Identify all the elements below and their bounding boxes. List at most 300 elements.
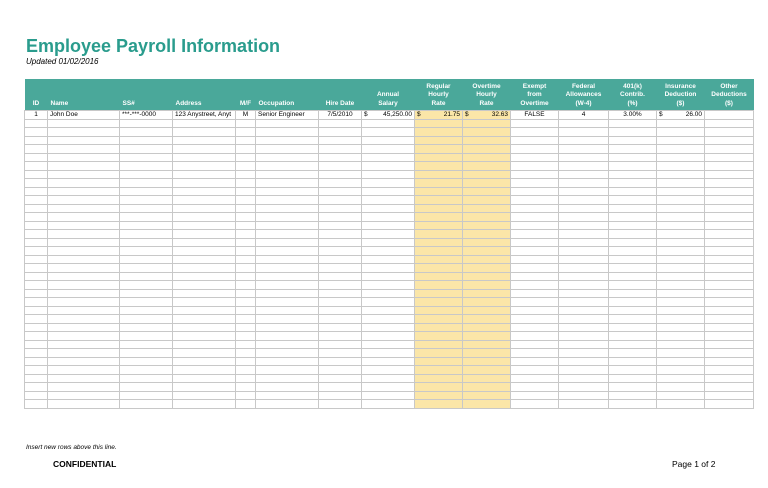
empty-cell[interactable] bbox=[559, 187, 609, 196]
empty-cell[interactable] bbox=[609, 136, 657, 145]
empty-cell[interactable] bbox=[319, 289, 362, 298]
empty-cell[interactable] bbox=[362, 391, 415, 400]
empty-cell[interactable] bbox=[256, 349, 319, 358]
empty-cell[interactable] bbox=[511, 400, 559, 409]
empty-cell[interactable] bbox=[657, 213, 705, 222]
empty-cell[interactable] bbox=[511, 187, 559, 196]
empty-cell[interactable] bbox=[173, 323, 236, 332]
empty-cell[interactable] bbox=[48, 170, 120, 179]
empty-cell[interactable] bbox=[362, 136, 415, 145]
empty-cell[interactable] bbox=[173, 153, 236, 162]
empty-cell[interactable] bbox=[362, 247, 415, 256]
empty-cell[interactable] bbox=[25, 221, 48, 230]
empty-cell[interactable] bbox=[256, 213, 319, 222]
empty-cell[interactable] bbox=[120, 247, 173, 256]
column-header[interactable] bbox=[463, 79, 511, 111]
empty-cell[interactable] bbox=[173, 221, 236, 230]
empty-cell[interactable] bbox=[657, 153, 705, 162]
empty-cell[interactable] bbox=[236, 196, 256, 205]
empty-cell[interactable] bbox=[256, 366, 319, 375]
empty-cell[interactable] bbox=[559, 349, 609, 358]
empty-cell[interactable] bbox=[173, 213, 236, 222]
empty-cell[interactable] bbox=[657, 323, 705, 332]
empty-cell[interactable] bbox=[319, 162, 362, 171]
empty-cell[interactable] bbox=[120, 145, 173, 154]
empty-cell[interactable] bbox=[362, 119, 415, 128]
cell-ss[interactable]: ***-***-0000 bbox=[120, 111, 173, 120]
empty-cell[interactable] bbox=[173, 170, 236, 179]
empty-cell[interactable] bbox=[609, 145, 657, 154]
empty-cell[interactable] bbox=[48, 162, 120, 171]
empty-cell[interactable] bbox=[463, 281, 511, 290]
empty-cell[interactable] bbox=[511, 272, 559, 281]
empty-cell[interactable] bbox=[173, 119, 236, 128]
empty-cell[interactable] bbox=[415, 298, 463, 307]
empty-cell[interactable] bbox=[705, 366, 754, 375]
empty-cell[interactable] bbox=[559, 400, 609, 409]
empty-cell[interactable] bbox=[511, 315, 559, 324]
empty-cell[interactable] bbox=[559, 366, 609, 375]
empty-cell[interactable] bbox=[256, 136, 319, 145]
empty-cell[interactable] bbox=[236, 400, 256, 409]
empty-cell[interactable] bbox=[120, 170, 173, 179]
empty-cell[interactable] bbox=[705, 340, 754, 349]
empty-cell[interactable] bbox=[415, 264, 463, 273]
empty-cell[interactable] bbox=[120, 298, 173, 307]
empty-cell[interactable] bbox=[48, 340, 120, 349]
empty-cell[interactable] bbox=[559, 289, 609, 298]
empty-cell[interactable] bbox=[236, 298, 256, 307]
empty-cell[interactable] bbox=[415, 204, 463, 213]
empty-cell[interactable] bbox=[415, 128, 463, 137]
empty-cell[interactable] bbox=[256, 255, 319, 264]
empty-cell[interactable] bbox=[25, 119, 48, 128]
empty-cell[interactable] bbox=[362, 238, 415, 247]
empty-cell[interactable] bbox=[559, 315, 609, 324]
cell-occupation[interactable]: Senior Engineer bbox=[256, 111, 319, 120]
empty-cell[interactable] bbox=[173, 255, 236, 264]
empty-cell[interactable] bbox=[559, 306, 609, 315]
empty-cell[interactable] bbox=[120, 332, 173, 341]
empty-cell[interactable] bbox=[120, 391, 173, 400]
empty-cell[interactable] bbox=[173, 196, 236, 205]
empty-cell[interactable] bbox=[415, 332, 463, 341]
empty-cell[interactable] bbox=[511, 374, 559, 383]
empty-cell[interactable] bbox=[657, 187, 705, 196]
empty-cell[interactable] bbox=[319, 264, 362, 273]
empty-cell[interactable] bbox=[463, 153, 511, 162]
empty-cell[interactable] bbox=[559, 255, 609, 264]
empty-cell[interactable] bbox=[559, 272, 609, 281]
empty-cell[interactable] bbox=[559, 247, 609, 256]
empty-cell[interactable] bbox=[256, 230, 319, 239]
empty-cell[interactable] bbox=[256, 400, 319, 409]
empty-cell[interactable] bbox=[236, 230, 256, 239]
empty-cell[interactable] bbox=[25, 230, 48, 239]
empty-cell[interactable] bbox=[705, 289, 754, 298]
empty-cell[interactable] bbox=[120, 374, 173, 383]
empty-cell[interactable] bbox=[319, 196, 362, 205]
empty-cell[interactable] bbox=[609, 204, 657, 213]
empty-cell[interactable] bbox=[362, 153, 415, 162]
empty-cell[interactable] bbox=[415, 349, 463, 358]
empty-cell[interactable] bbox=[657, 145, 705, 154]
empty-cell[interactable] bbox=[319, 119, 362, 128]
empty-cell[interactable] bbox=[609, 400, 657, 409]
empty-cell[interactable] bbox=[463, 289, 511, 298]
empty-cell[interactable] bbox=[48, 289, 120, 298]
empty-cell[interactable] bbox=[48, 187, 120, 196]
empty-cell[interactable] bbox=[705, 145, 754, 154]
empty-cell[interactable] bbox=[173, 289, 236, 298]
empty-cell[interactable] bbox=[362, 298, 415, 307]
empty-cell[interactable] bbox=[657, 272, 705, 281]
empty-cell[interactable] bbox=[120, 349, 173, 358]
empty-cell[interactable] bbox=[319, 391, 362, 400]
empty-cell[interactable] bbox=[256, 162, 319, 171]
cell-name[interactable]: John Doe bbox=[48, 111, 120, 120]
empty-cell[interactable] bbox=[236, 162, 256, 171]
empty-cell[interactable] bbox=[236, 119, 256, 128]
cell-regular-rate[interactable] bbox=[415, 111, 463, 120]
empty-cell[interactable] bbox=[415, 400, 463, 409]
empty-cell[interactable] bbox=[173, 145, 236, 154]
empty-cell[interactable] bbox=[362, 264, 415, 273]
empty-cell[interactable] bbox=[463, 136, 511, 145]
empty-cell[interactable] bbox=[120, 196, 173, 205]
empty-cell[interactable] bbox=[173, 306, 236, 315]
empty-cell[interactable] bbox=[256, 170, 319, 179]
empty-cell[interactable] bbox=[319, 128, 362, 137]
empty-cell[interactable] bbox=[415, 196, 463, 205]
empty-cell[interactable] bbox=[415, 221, 463, 230]
empty-cell[interactable] bbox=[120, 213, 173, 222]
empty-cell[interactable] bbox=[48, 264, 120, 273]
empty-cell[interactable] bbox=[256, 357, 319, 366]
empty-cell[interactable] bbox=[319, 238, 362, 247]
cell-salary[interactable] bbox=[362, 111, 415, 120]
empty-cell[interactable] bbox=[256, 264, 319, 273]
empty-cell[interactable] bbox=[415, 374, 463, 383]
empty-cell[interactable] bbox=[657, 332, 705, 341]
empty-cell[interactable] bbox=[319, 315, 362, 324]
empty-cell[interactable] bbox=[256, 196, 319, 205]
empty-cell[interactable] bbox=[319, 247, 362, 256]
empty-cell[interactable] bbox=[463, 400, 511, 409]
empty-cell[interactable] bbox=[173, 332, 236, 341]
empty-cell[interactable] bbox=[609, 366, 657, 375]
empty-cell[interactable] bbox=[609, 281, 657, 290]
empty-cell[interactable] bbox=[120, 315, 173, 324]
empty-cell[interactable] bbox=[705, 187, 754, 196]
empty-cell[interactable] bbox=[120, 383, 173, 392]
empty-cell[interactable] bbox=[559, 264, 609, 273]
empty-cell[interactable] bbox=[25, 391, 48, 400]
empty-cell[interactable] bbox=[48, 145, 120, 154]
empty-cell[interactable] bbox=[362, 170, 415, 179]
empty-cell[interactable] bbox=[463, 179, 511, 188]
empty-cell[interactable] bbox=[256, 145, 319, 154]
empty-cell[interactable] bbox=[415, 281, 463, 290]
column-header[interactable] bbox=[25, 79, 48, 111]
column-header[interactable] bbox=[657, 79, 705, 111]
cell-401k[interactable]: 3.00% bbox=[609, 111, 657, 120]
empty-cell[interactable] bbox=[236, 383, 256, 392]
empty-cell[interactable] bbox=[705, 298, 754, 307]
empty-cell[interactable] bbox=[559, 323, 609, 332]
empty-cell[interactable] bbox=[173, 179, 236, 188]
empty-cell[interactable] bbox=[463, 145, 511, 154]
empty-cell[interactable] bbox=[48, 357, 120, 366]
empty-cell[interactable] bbox=[559, 170, 609, 179]
empty-cell[interactable] bbox=[559, 374, 609, 383]
empty-cell[interactable] bbox=[362, 196, 415, 205]
empty-cell[interactable] bbox=[657, 374, 705, 383]
empty-cell[interactable] bbox=[319, 213, 362, 222]
empty-cell[interactable] bbox=[25, 289, 48, 298]
empty-cell[interactable] bbox=[609, 357, 657, 366]
empty-cell[interactable] bbox=[705, 119, 754, 128]
empty-cell[interactable] bbox=[463, 349, 511, 358]
empty-cell[interactable] bbox=[319, 230, 362, 239]
empty-cell[interactable] bbox=[511, 145, 559, 154]
empty-cell[interactable] bbox=[609, 383, 657, 392]
empty-cell[interactable] bbox=[609, 162, 657, 171]
empty-cell[interactable] bbox=[25, 238, 48, 247]
empty-cell[interactable] bbox=[463, 340, 511, 349]
empty-cell[interactable] bbox=[362, 366, 415, 375]
empty-cell[interactable] bbox=[415, 255, 463, 264]
empty-cell[interactable] bbox=[25, 306, 48, 315]
empty-cell[interactable] bbox=[415, 170, 463, 179]
empty-cell[interactable] bbox=[236, 136, 256, 145]
empty-cell[interactable] bbox=[559, 221, 609, 230]
empty-cell[interactable] bbox=[236, 289, 256, 298]
empty-cell[interactable] bbox=[236, 357, 256, 366]
empty-cell[interactable] bbox=[511, 162, 559, 171]
empty-cell[interactable] bbox=[463, 272, 511, 281]
empty-cell[interactable] bbox=[48, 221, 120, 230]
empty-cell[interactable] bbox=[120, 400, 173, 409]
empty-cell[interactable] bbox=[362, 400, 415, 409]
empty-cell[interactable] bbox=[609, 119, 657, 128]
empty-cell[interactable] bbox=[705, 383, 754, 392]
empty-cell[interactable] bbox=[48, 400, 120, 409]
empty-cell[interactable] bbox=[511, 153, 559, 162]
empty-cell[interactable] bbox=[362, 204, 415, 213]
empty-cell[interactable] bbox=[25, 213, 48, 222]
empty-cell[interactable] bbox=[236, 349, 256, 358]
empty-cell[interactable] bbox=[362, 332, 415, 341]
empty-cell[interactable] bbox=[25, 247, 48, 256]
empty-cell[interactable] bbox=[415, 247, 463, 256]
empty-cell[interactable] bbox=[511, 298, 559, 307]
empty-cell[interactable] bbox=[319, 221, 362, 230]
empty-cell[interactable] bbox=[463, 357, 511, 366]
empty-cell[interactable] bbox=[25, 255, 48, 264]
empty-cell[interactable] bbox=[319, 383, 362, 392]
empty-cell[interactable] bbox=[173, 374, 236, 383]
empty-cell[interactable] bbox=[657, 340, 705, 349]
empty-cell[interactable] bbox=[256, 272, 319, 281]
empty-cell[interactable] bbox=[511, 281, 559, 290]
empty-cell[interactable] bbox=[415, 366, 463, 375]
empty-cell[interactable] bbox=[362, 306, 415, 315]
empty-cell[interactable] bbox=[415, 153, 463, 162]
empty-cell[interactable] bbox=[173, 391, 236, 400]
empty-cell[interactable] bbox=[705, 315, 754, 324]
empty-cell[interactable] bbox=[120, 357, 173, 366]
empty-cell[interactable] bbox=[173, 162, 236, 171]
empty-cell[interactable] bbox=[25, 264, 48, 273]
empty-cell[interactable] bbox=[48, 374, 120, 383]
empty-cell[interactable] bbox=[463, 264, 511, 273]
empty-cell[interactable] bbox=[511, 340, 559, 349]
empty-cell[interactable] bbox=[415, 238, 463, 247]
empty-cell[interactable] bbox=[319, 204, 362, 213]
empty-cell[interactable] bbox=[173, 383, 236, 392]
empty-cell[interactable] bbox=[362, 213, 415, 222]
empty-cell[interactable] bbox=[120, 264, 173, 273]
empty-cell[interactable] bbox=[463, 374, 511, 383]
empty-cell[interactable] bbox=[256, 298, 319, 307]
empty-cell[interactable] bbox=[319, 357, 362, 366]
empty-cell[interactable] bbox=[609, 332, 657, 341]
column-header[interactable] bbox=[559, 79, 609, 111]
empty-cell[interactable] bbox=[256, 289, 319, 298]
empty-cell[interactable] bbox=[48, 213, 120, 222]
empty-cell[interactable] bbox=[173, 230, 236, 239]
empty-cell[interactable] bbox=[657, 128, 705, 137]
empty-cell[interactable] bbox=[25, 340, 48, 349]
empty-cell[interactable] bbox=[256, 315, 319, 324]
empty-cell[interactable] bbox=[609, 340, 657, 349]
empty-cell[interactable] bbox=[319, 298, 362, 307]
empty-cell[interactable] bbox=[120, 204, 173, 213]
empty-cell[interactable] bbox=[25, 281, 48, 290]
empty-cell[interactable] bbox=[120, 255, 173, 264]
empty-cell[interactable] bbox=[120, 340, 173, 349]
empty-cell[interactable] bbox=[236, 281, 256, 290]
empty-cell[interactable] bbox=[48, 332, 120, 341]
empty-cell[interactable] bbox=[415, 315, 463, 324]
empty-cell[interactable] bbox=[511, 349, 559, 358]
column-header[interactable] bbox=[48, 79, 120, 111]
column-header[interactable] bbox=[415, 79, 463, 111]
empty-cell[interactable] bbox=[48, 323, 120, 332]
empty-cell[interactable] bbox=[25, 170, 48, 179]
empty-cell[interactable] bbox=[319, 349, 362, 358]
empty-cell[interactable] bbox=[511, 170, 559, 179]
empty-cell[interactable] bbox=[415, 230, 463, 239]
empty-cell[interactable] bbox=[120, 272, 173, 281]
empty-cell[interactable] bbox=[559, 153, 609, 162]
empty-cell[interactable] bbox=[120, 289, 173, 298]
empty-cell[interactable] bbox=[511, 366, 559, 375]
empty-cell[interactable] bbox=[705, 374, 754, 383]
empty-cell[interactable] bbox=[657, 383, 705, 392]
empty-cell[interactable] bbox=[463, 221, 511, 230]
empty-cell[interactable] bbox=[559, 230, 609, 239]
empty-cell[interactable] bbox=[609, 391, 657, 400]
empty-cell[interactable] bbox=[256, 391, 319, 400]
empty-cell[interactable] bbox=[463, 119, 511, 128]
empty-cell[interactable] bbox=[559, 145, 609, 154]
empty-cell[interactable] bbox=[25, 383, 48, 392]
empty-cell[interactable] bbox=[705, 238, 754, 247]
empty-cell[interactable] bbox=[511, 196, 559, 205]
empty-cell[interactable] bbox=[463, 306, 511, 315]
empty-cell[interactable] bbox=[657, 306, 705, 315]
empty-cell[interactable] bbox=[236, 374, 256, 383]
empty-cell[interactable] bbox=[463, 162, 511, 171]
empty-cell[interactable] bbox=[705, 204, 754, 213]
empty-cell[interactable] bbox=[48, 128, 120, 137]
empty-cell[interactable] bbox=[463, 391, 511, 400]
empty-cell[interactable] bbox=[415, 357, 463, 366]
empty-cell[interactable] bbox=[362, 315, 415, 324]
empty-cell[interactable] bbox=[25, 162, 48, 171]
empty-cell[interactable] bbox=[609, 255, 657, 264]
empty-cell[interactable] bbox=[319, 332, 362, 341]
empty-cell[interactable] bbox=[559, 128, 609, 137]
empty-cell[interactable] bbox=[463, 128, 511, 137]
empty-cell[interactable] bbox=[559, 357, 609, 366]
empty-cell[interactable] bbox=[511, 221, 559, 230]
empty-cell[interactable] bbox=[25, 128, 48, 137]
empty-cell[interactable] bbox=[657, 400, 705, 409]
empty-cell[interactable] bbox=[173, 281, 236, 290]
empty-cell[interactable] bbox=[463, 170, 511, 179]
empty-cell[interactable] bbox=[657, 136, 705, 145]
empty-cell[interactable] bbox=[705, 136, 754, 145]
cell-id[interactable]: 1 bbox=[25, 111, 48, 120]
empty-cell[interactable] bbox=[236, 264, 256, 273]
empty-cell[interactable] bbox=[705, 221, 754, 230]
empty-cell[interactable] bbox=[48, 179, 120, 188]
empty-cell[interactable] bbox=[48, 136, 120, 145]
empty-cell[interactable] bbox=[362, 128, 415, 137]
empty-cell[interactable] bbox=[559, 391, 609, 400]
empty-cell[interactable] bbox=[705, 247, 754, 256]
empty-cell[interactable] bbox=[559, 281, 609, 290]
empty-cell[interactable] bbox=[319, 145, 362, 154]
empty-cell[interactable] bbox=[559, 136, 609, 145]
empty-cell[interactable] bbox=[415, 323, 463, 332]
empty-cell[interactable] bbox=[705, 255, 754, 264]
empty-cell[interactable] bbox=[609, 213, 657, 222]
empty-cell[interactable] bbox=[256, 128, 319, 137]
empty-cell[interactable] bbox=[236, 213, 256, 222]
cell-hire-date[interactable]: 7/5/2010 bbox=[319, 111, 362, 120]
empty-cell[interactable] bbox=[48, 196, 120, 205]
empty-cell[interactable] bbox=[511, 204, 559, 213]
empty-cell[interactable] bbox=[236, 179, 256, 188]
empty-cell[interactable] bbox=[705, 179, 754, 188]
empty-cell[interactable] bbox=[236, 332, 256, 341]
empty-cell[interactable] bbox=[25, 298, 48, 307]
empty-cell[interactable] bbox=[173, 357, 236, 366]
empty-cell[interactable] bbox=[256, 340, 319, 349]
empty-cell[interactable] bbox=[256, 153, 319, 162]
empty-cell[interactable] bbox=[319, 366, 362, 375]
empty-cell[interactable] bbox=[236, 170, 256, 179]
empty-cell[interactable] bbox=[236, 366, 256, 375]
empty-cell[interactable] bbox=[25, 323, 48, 332]
empty-cell[interactable] bbox=[236, 238, 256, 247]
cell-address[interactable]: 123 Anystreet, Anyt bbox=[173, 111, 236, 120]
empty-cell[interactable] bbox=[609, 374, 657, 383]
